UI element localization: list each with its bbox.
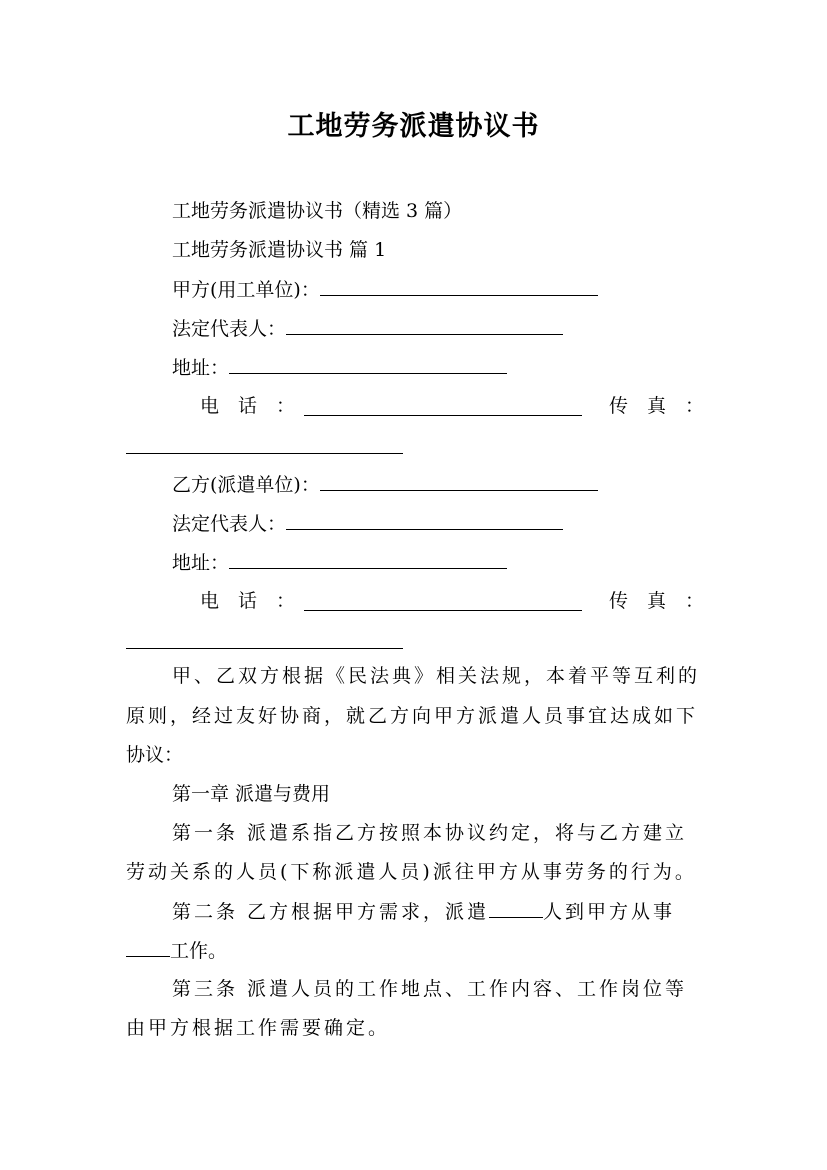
party-b-address-line: [172, 550, 507, 575]
article-2-text-b: 人到甲方从事: [543, 901, 676, 923]
preamble-line-2: 原则，经过友好协商，就乙方向甲方派遣人员事宜达成如下: [126, 705, 699, 727]
preamble-line-3: 协议：: [126, 744, 184, 766]
party-b-fax-label: 传 真 ：: [609, 590, 705, 612]
party-a-blank: [320, 277, 598, 296]
party-b-rep-line: [172, 511, 563, 536]
article-3-line-2: 由甲方根据工作需要确定。: [126, 1017, 391, 1039]
party-a-rep-blank: [286, 316, 563, 335]
subtitle: 工地劳务派遣协议书（精选 3 篇）: [172, 200, 463, 222]
party-a-address-label: 地址：: [172, 357, 230, 379]
party-a-label: 甲方(用工单位)：: [172, 279, 320, 301]
party-b-rep-blank: [286, 511, 563, 530]
party-a-fax-label: 传 真 ：: [609, 395, 705, 417]
part-heading: 工地劳务派遣协议书 篇 1: [172, 239, 387, 261]
article-2-work-blank: [126, 938, 170, 957]
article-3-line-1: 第三条 派遣人员的工作地点、工作内容、工作岗位等: [172, 978, 688, 1000]
party-b-label: 乙方(派遣单位)：: [172, 474, 320, 496]
party-b-rep-label: 法定代表人：: [172, 513, 287, 535]
party-b-phone-label: 电 话 ：: [200, 590, 296, 612]
article-2-line-2: [126, 938, 227, 963]
party-a-phone-line: [200, 394, 295, 418]
party-a-rep-line: [172, 316, 563, 341]
party-b-fax-line: [609, 589, 704, 613]
party-a-rep-label: 法定代表人：: [172, 318, 287, 340]
article-2-line-1: [172, 899, 675, 924]
party-b-fax-blank: [126, 647, 403, 649]
preamble-line-1: 甲、乙双方根据《民法典》相关法规，本着平等互利的: [172, 665, 701, 687]
article-1-line-1: 第一条 派遣系指乙方按照本协议约定，将与乙方建立: [172, 822, 688, 844]
party-a-fax-line: [609, 394, 704, 418]
party-a-line: [172, 277, 598, 302]
article-2-text-a: 第二条 乙方根据甲方需求，派遣: [172, 901, 490, 923]
party-b-address-blank: [229, 550, 507, 569]
article-2-count-blank: [489, 899, 543, 918]
article-2-text-c: 工作。: [170, 940, 228, 962]
chapter-heading: 第一章 派遣与费用: [172, 783, 331, 805]
party-b-blank: [320, 472, 598, 491]
party-a-address-line: [172, 355, 507, 380]
party-b-address-label: 地址：: [172, 552, 230, 574]
party-a-fax-blank: [126, 452, 403, 454]
party-b-phone-blank: [304, 609, 582, 611]
party-a-phone-blank: [304, 414, 582, 416]
article-1-line-2: 劳动关系的人员(下称派遣人员)派往甲方从事劳务的行为。: [126, 861, 697, 883]
party-b-line: [172, 472, 598, 497]
party-a-address-blank: [229, 355, 507, 374]
document-title: 工地劳务派遣协议书: [287, 111, 540, 142]
party-b-phone-line: [200, 589, 295, 613]
party-a-phone-label: 电 话 ：: [200, 395, 296, 417]
